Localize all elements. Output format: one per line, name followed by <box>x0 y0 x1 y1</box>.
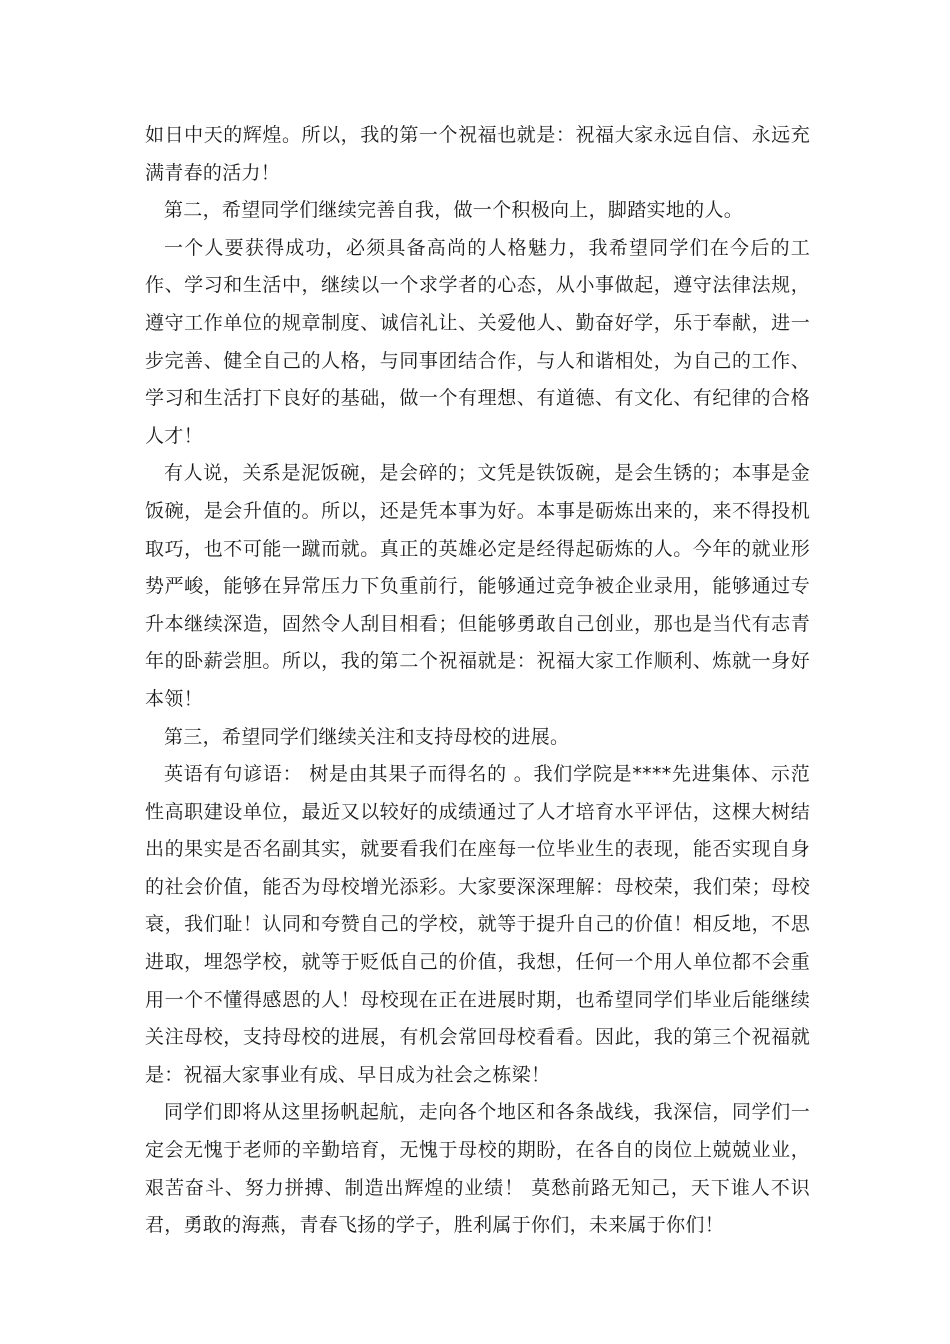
paragraph-third-blessing: 英语有句谚语： 树是由其果子而得名的 。我们学院是****先进集体、示范性高职建设单位，最近又以较好的成绩通过了人才培育水平评估，这棵大树结出的果实是否名副其实，就要看我们在座每一位毕业生的表现，能否实现自身的社会价值，能否为母校增光添彩。大家要深深理解：母校荣，我们荣；母校衰，我们耻！认同和夸赞自己的学校，就等于提升自己的价值！相反地，不思进取，埋怨学校，就等于贬低自己的价值，我想，任何一个用人单位都不会重用一个不懂得感恩的人！母校现在正在进展时期，也希望同学们毕业后能继续关注母校，支持母校的进展，有机会常回母校看看。因此，我的第三个祝福就是：祝福大家事业有成、早日成为社会之栋梁！ <box>145 763 810 1086</box>
paragraph-personal-growth: 一个人要获得成功，必须具备高尚的人格魅力，我希望同学们在今后的工作、学习和生活中，继续以一个求学者的心态，从小事做起，遵守法律法规，遵守工作单位的规章制度、诚信礼让、关爱他人、勤奋好学，乐于奉献，进一步完善、健全自己的人格，与同事团结合作，与人和谐相处，为自己的工作、学习和生活打下良好的基础，做一个有理想、有道德、有文化、有纪律的合格人才！ <box>145 236 810 447</box>
paragraph-first-blessing: 如日中天的辉煌。所以，我的第一个祝福也就是：祝福大家永远自信、永远充满青春的活力！ <box>145 124 810 184</box>
paragraph-closing: 同学们即将从这里扬帆起航，走向各个地区和各条战线，我深信，同学们一定会无愧于老师的辛勤培育，无愧于母校的期盼，在各自的岗位上兢兢业业，艰苦奋斗、努力拼搏、制造出辉煌的业绩！ 莫愁前路无知己，天下谁人不识君，勇敢的海燕，青春飞扬的学子，胜利属于你们，未来属于你们！ <box>145 1101 810 1237</box>
paragraph-second-blessing: 有人说，关系是泥饭碗，是会碎的；文凭是铁饭碗，是会生锈的；本事是金饭碗，是会升值的。所以，还是凭本事为好。本事是砺炼出来的，来不得投机取巧，也不可能一蹴而就。真正的英雄必定是经得起砺炼的人。今年的就业形势严峻，能够在异常压力下负重前行，能够通过竞争被企业录用，能够通过专升本继续深造，固然令人刮目相看；但能够勇敢自己创业，那也是当代有志青年的卧薪尝胆。所以，我的第二个祝福就是：祝福大家工作顺利、炼就一身好本领！ <box>145 462 810 710</box>
document-body <box>145 117 810 1245</box>
paragraph-second-point: 第二，希望同学们继续完善自我，做一个积极向上，脚踏实地的人。 <box>164 199 744 222</box>
paragraph-third-point: 第三，希望同学们继续关注和支持母校的进展。 <box>164 725 570 748</box>
